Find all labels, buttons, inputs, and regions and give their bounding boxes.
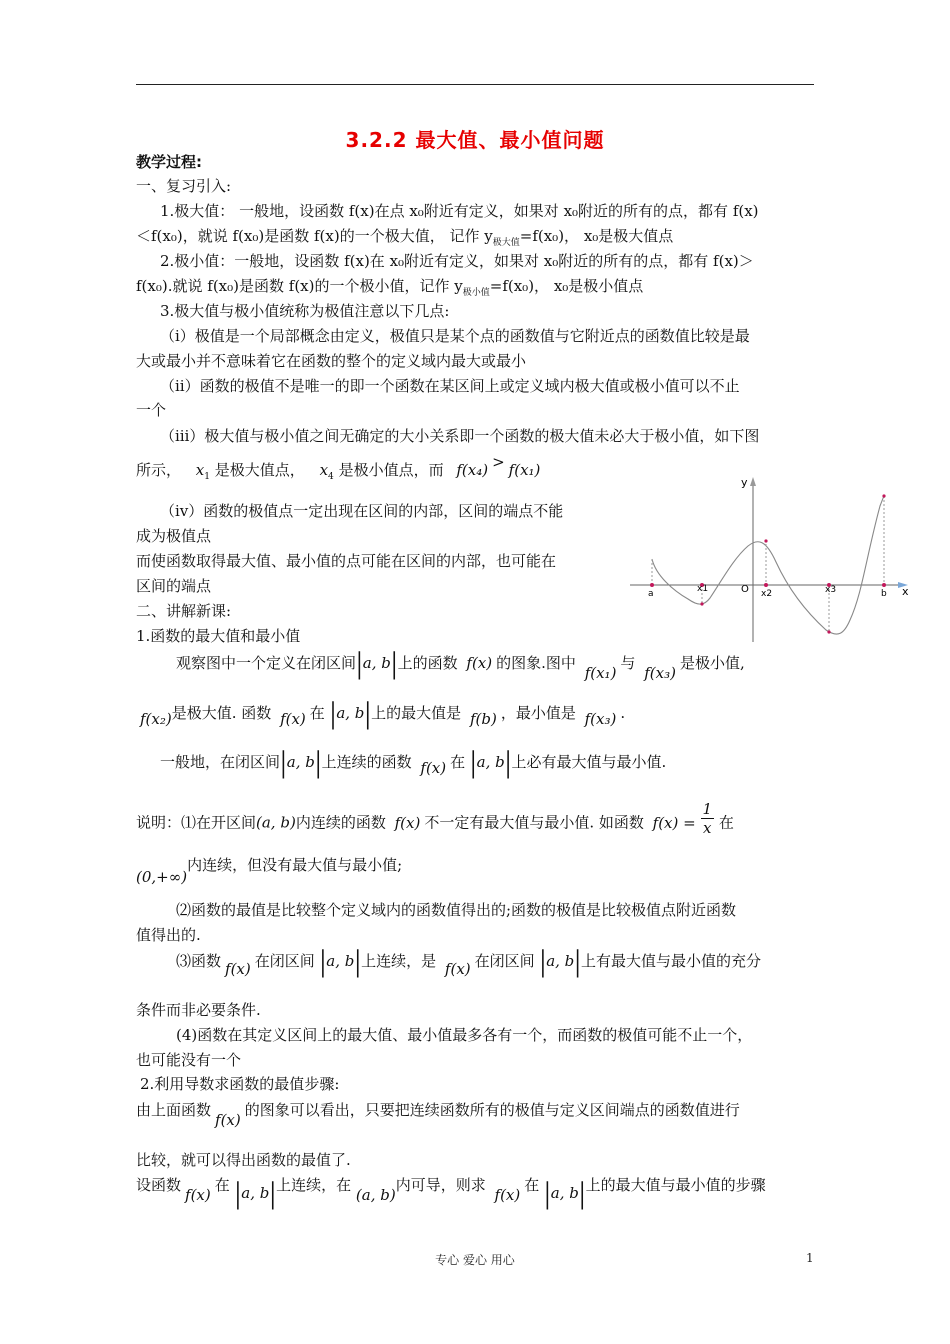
graph-x-label: x (902, 585, 909, 598)
note-1-line-2: 大或最小并不意味着它在函数的整个的定义域内最大或最小 (136, 352, 527, 370)
observe-line-1: 观察图中一个定义在闭区间|a, b|上的函数 f(x) 的图象.图中 f(x₁)与 f(x₃)是极小值, (176, 646, 745, 682)
page-title: 3.2.2 最大值、最小值问题 (345, 128, 605, 152)
note-4-count-line-1: (4)函数在其定义区间上的最大值、最小值最多各有一个，而函数的极值可能不止一个， (176, 1026, 753, 1044)
def-max-line-2: ＜f(x₀)，就说 f(x₀)是函数 f(x)的一个极大值， 记作 $y_{极大值}=f(x_0)$， x₀是极大值点 (136, 227, 674, 248)
note-4-count-line-2: 也可能没有一个 (136, 1051, 242, 1069)
graph-y-label: y (741, 476, 748, 489)
note-2-extremum-line-1: ⑵函数的最值是比较整个定义域内的函数值得出的;函数的极值是比较极值点附近函数 (176, 901, 737, 919)
note-5-line-1: 而使函数取得最大值、最小值的点可能在区间的内部，也可能在 (136, 552, 557, 570)
note-4-line-2: 成为极值点 (136, 527, 212, 545)
graph-x2-label: x2 (761, 589, 773, 599)
graph-x3-label: x3 (825, 585, 837, 595)
steps-intro-line-2: 比较，就可以得出函数的最值了. (136, 1151, 351, 1169)
graph-a-label: a (648, 589, 654, 599)
note-3-line-1: （ⅲ）极大值与极小值之间无确定的大小关系即一个函数的极大值未必大于极小值，如下图 (160, 427, 760, 445)
steps-intro-line-1: 由上面函数f(x)的图象可以看出，只要把连续函数所有的极值与定义区间端点的函数值进行 (136, 1101, 740, 1129)
note-open-interval-line: 说明：⑴在开区间(a, b)内连续的函数 f(x) 不一定有最大值与最小值. 如函数 f(x) = $\frac{1}{x}$ 在 (136, 800, 734, 837)
subsection-2-title: 2.利用导数求函数的最值步骤: (140, 1075, 340, 1093)
page-number: 1 (806, 1251, 814, 1265)
note-heading: 3.极大值与极小值统称为极值注意以下几点: (160, 302, 450, 320)
function-graph (626, 474, 916, 646)
note-3-condition-line: ⑶函数 f(x) 在闭区间 |a, b|上连续，是 f(x) 在闭区间 |a, b|上有最大值与最小值的充分 (176, 944, 762, 978)
header-rule (136, 84, 814, 85)
steps-setup-line: 设函数f(x)在 |a, b|上连续，在 (a, b)内可导，则求 f(x)在 |a, b|上的最大值与最小值的步骤 (136, 1176, 766, 1210)
def-max-line-1: 1.极大值： 一般地，设函数 f(x)在点 x₀附近有定义，如果对 x₀附近的所有的点，都有 f(x) (160, 202, 759, 220)
subsection-1-title: 1.函数的最大值和最小值 (136, 627, 301, 645)
note-1-line-1: （ⅰ）极值是一个局部概念由定义，极值只是某个点的函数值与它附近点的函数值比较是最 (160, 327, 750, 345)
note-2-line-2: 一个 (136, 401, 167, 419)
note-4-line-1: （ⅳ）函数的极值点一定出现在区间的内部，区间的端点不能 (160, 502, 564, 520)
def-min-line-2: f(x₀).就说 f(x₀)是函数 f(x)的一个极小值，记作 $y_{极小值}=f(x_0)$， x₀是极小值点 (136, 277, 644, 298)
observe-line-2: f(x₂)是极大值. 函数 f(x) 在 |a, b|上的最大值是 f(b) ，最小值是 f(x₃) . (140, 696, 626, 730)
graph-x1-label: x1 (697, 584, 709, 594)
section-heading: 教学过程: (136, 153, 202, 171)
graph-origin-label: O (741, 584, 749, 595)
def-min-line-1: 2.极小值：一般地，设函数 f(x)在 x₀附近有定义，如果对 x₀附近的所有的点，都有 f(x)＞ (160, 252, 754, 270)
note-3-condition-line-2: 条件而非必要条件. (136, 1001, 261, 1019)
section-2-title: 二、讲解新课: (136, 602, 232, 620)
note-open-interval-line-2: (0,+∞)内连续，但没有最大值与最小值; (136, 856, 403, 886)
page-footer: 专心 爱心 用心 (435, 1253, 515, 1267)
note-2-line-1: （ⅱ）函数的极值不是唯一的即一个函数在某区间上或定义域内极大值或极小值可以不止 (160, 377, 740, 395)
note-5-line-2: 区间的端点 (136, 577, 212, 595)
section-1-title: 一、复习引入: (136, 177, 232, 195)
closed-interval-line: 一般地，在闭区间|a, b|上连续的函数 f(x) 在 |a, b|上必有最大值与最小值. (160, 745, 667, 779)
graph-b-label: b (881, 589, 887, 599)
note-2-extremum-line-2: 值得出的. (136, 926, 201, 944)
note-3-line-2: 所示， $x_1$ 是极大值点， $x_4$ 是极小值点，而 f(x₄) > f(x₁) (136, 453, 541, 482)
